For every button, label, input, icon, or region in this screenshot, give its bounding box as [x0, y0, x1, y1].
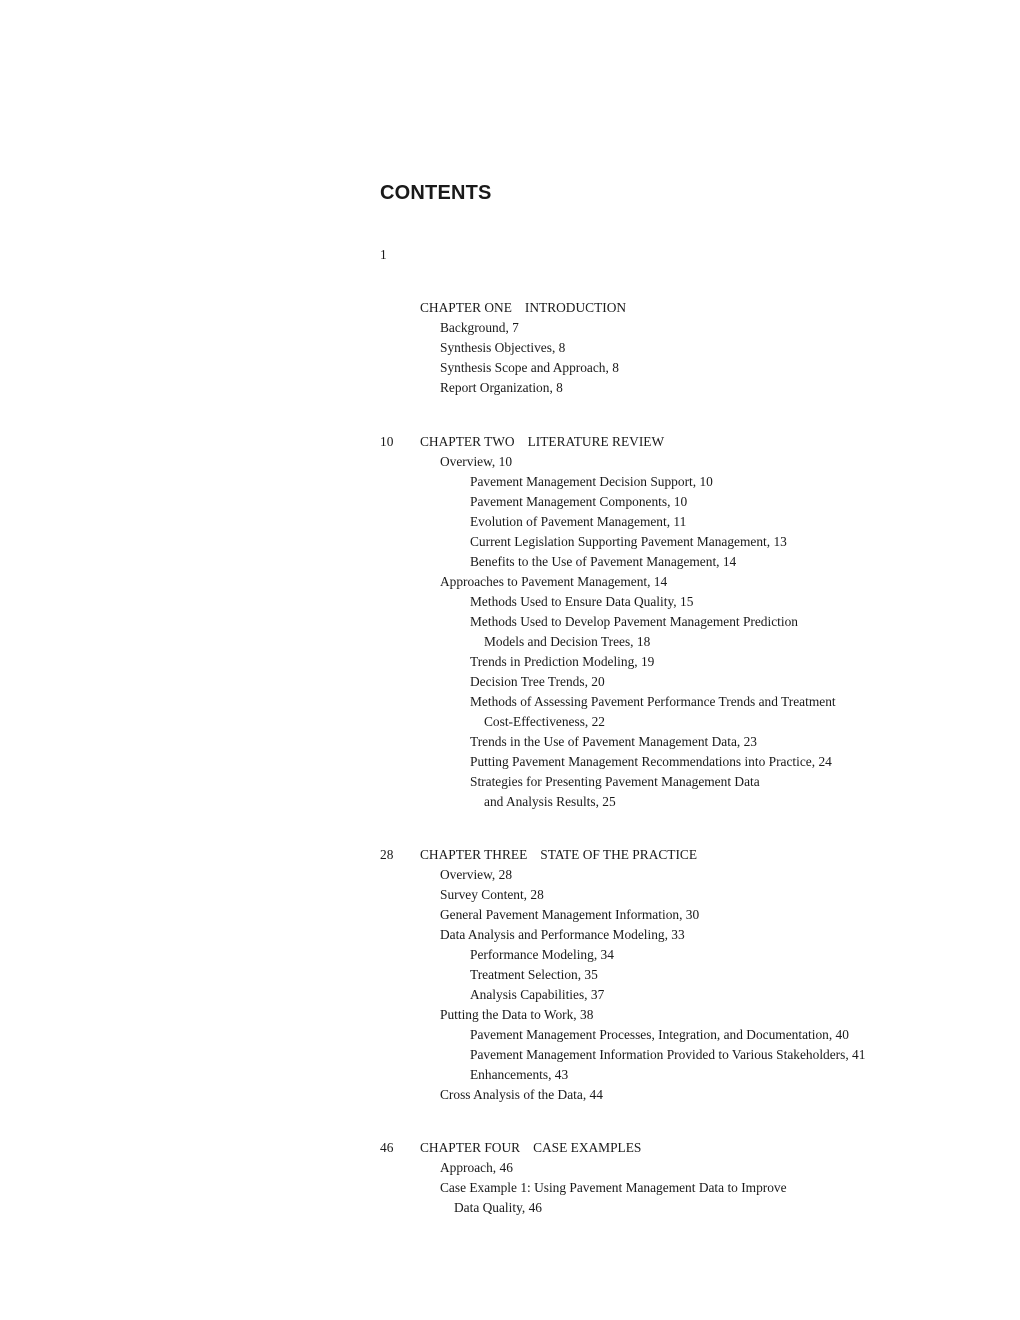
- toc-subentry-continuation[interactable]: Models and Decision Trees, 18: [484, 634, 651, 649]
- toc-subentry[interactable]: Current Legislation Supporting Pavement Management, 13: [470, 534, 787, 549]
- toc-subentry[interactable]: Methods of Assessing Pavement Performance Trends and Treatment: [470, 694, 836, 709]
- toc-entry[interactable]: Background, 7: [440, 320, 519, 335]
- toc-subentry[interactable]: Decision Tree Trends, 20: [470, 674, 605, 689]
- chapter-page-number: 10: [380, 434, 394, 449]
- chapter-label: CHAPTER TWO: [420, 434, 515, 449]
- toc-entry-continuation[interactable]: Data Quality, 46: [454, 1200, 543, 1215]
- toc-entry[interactable]: Synthesis Objectives, 8: [440, 340, 566, 355]
- toc-subentry[interactable]: Methods Used to Develop Pavement Management Prediction: [470, 614, 798, 629]
- chapter-name: INTRODUCTION: [524, 300, 627, 315]
- chapter-label: CHAPTER FOUR: [420, 1140, 521, 1155]
- toc-entry[interactable]: General Pavement Management Information, 30: [440, 907, 700, 922]
- page-title: CONTENTS: [380, 182, 492, 204]
- chapter-heading-four[interactable]: [420, 1138, 641, 1158]
- chapter-label: CHAPTER THREE: [420, 847, 528, 862]
- toc-subentry[interactable]: Enhancements, 43: [470, 1067, 569, 1082]
- toc-entry[interactable]: Report Organization, 8: [440, 380, 563, 395]
- toc-subentry[interactable]: Benefits to the Use of Pavement Management, 14: [470, 554, 737, 569]
- chapter-label: CHAPTER ONE: [420, 300, 512, 315]
- chapter-name: LITERATURE REVIEW: [527, 434, 665, 449]
- toc-entry[interactable]: Approach, 46: [440, 1160, 513, 1175]
- chapter-page-number: 46: [380, 1140, 394, 1155]
- toc-entry[interactable]: Synthesis Scope and Approach, 8: [440, 360, 619, 375]
- toc-subentry[interactable]: Strategies for Presenting Pavement Management Data: [470, 774, 760, 789]
- toc-subentry[interactable]: Methods Used to Ensure Data Quality, 15: [470, 594, 694, 609]
- toc-subentry[interactable]: Trends in Prediction Modeling, 19: [470, 654, 655, 669]
- toc-entry[interactable]: Data Analysis and Performance Modeling, 33: [440, 927, 685, 942]
- toc-entry[interactable]: Approaches to Pavement Management, 14: [440, 574, 668, 589]
- front-matter-page-number: 1: [380, 247, 387, 262]
- toc-entry[interactable]: Putting the Data to Work, 38: [440, 1007, 594, 1022]
- toc-entry[interactable]: Case Example 1: Using Pavement Management Data to Improve: [440, 1180, 787, 1195]
- toc-subentry[interactable]: Analysis Capabilities, 37: [470, 987, 605, 1002]
- toc-subentry[interactable]: Treatment Selection, 35: [470, 967, 598, 982]
- toc-subentry[interactable]: Performance Modeling, 34: [470, 947, 614, 962]
- chapter-name: CASE EXAMPLES: [533, 1140, 642, 1155]
- chapter-name: STATE OF THE PRACTICE: [540, 847, 698, 862]
- toc-subentry[interactable]: Pavement Management Processes, Integration, and Documentation, 40: [470, 1027, 849, 1042]
- toc-entry[interactable]: Cross Analysis of the Data, 44: [440, 1087, 603, 1102]
- toc-subentry-continuation[interactable]: and Analysis Results, 25: [484, 794, 616, 809]
- toc-entry[interactable]: Overview, 10: [440, 454, 513, 469]
- chapter-page-number: 28: [380, 847, 394, 862]
- toc-subentry[interactable]: Putting Pavement Management Recommendations into Practice, 24: [470, 754, 832, 769]
- toc-subentry[interactable]: Evolution of Pavement Management, 11: [470, 514, 687, 529]
- chapter-heading-two[interactable]: [420, 432, 664, 452]
- toc-subentry[interactable]: Pavement Management Decision Support, 10: [470, 474, 713, 489]
- toc-subentry[interactable]: Pavement Management Components, 10: [470, 494, 688, 509]
- toc-subentry[interactable]: Pavement Management Information Provided to Various Stakeholders, 41: [470, 1047, 866, 1062]
- toc-entry[interactable]: Overview, 28: [440, 867, 513, 882]
- toc-subentry-continuation[interactable]: Cost-Effectiveness, 22: [484, 714, 605, 729]
- chapter-heading-one[interactable]: [420, 298, 626, 318]
- chapter-heading-three[interactable]: [420, 845, 697, 865]
- toc-entry[interactable]: Survey Content, 28: [440, 887, 544, 902]
- toc-subentry[interactable]: Trends in the Use of Pavement Management Data, 23: [470, 734, 757, 749]
